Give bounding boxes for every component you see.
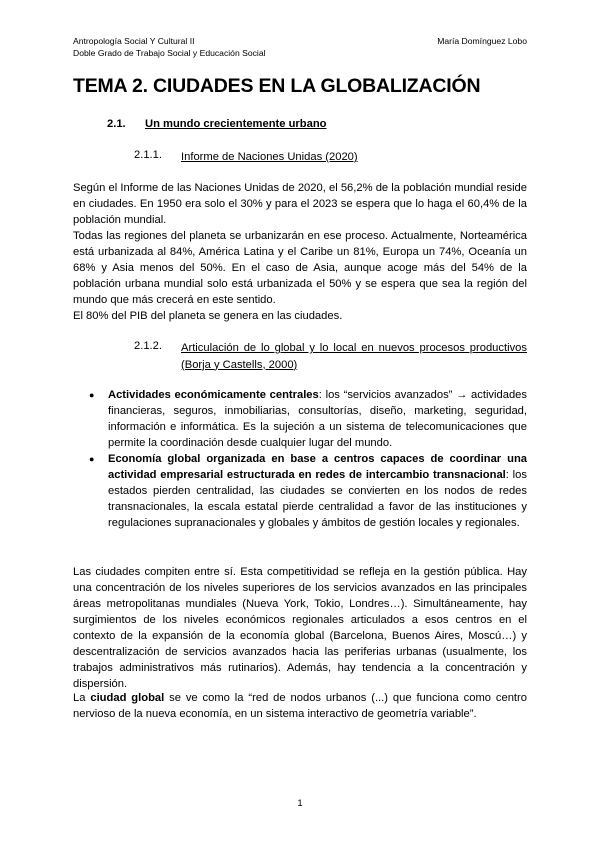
header-author: María Domínguez Lobo bbox=[437, 36, 527, 46]
list-item bbox=[73, 451, 527, 531]
bullet-list bbox=[73, 387, 527, 531]
bold-term: ciudad global bbox=[90, 692, 165, 704]
page-number: 1 bbox=[297, 798, 303, 809]
header-left bbox=[73, 35, 266, 59]
header-degree: Doble Grado de Trabajo Social y Educación Social bbox=[73, 48, 266, 58]
subsection-title: Articulación de lo global y lo local en nuevos procesos productivos (Borja y Castells, 2000) bbox=[181, 342, 527, 371]
paragraph-text: se ve como la “red de nodos urbanos (...) que funciona como centro nervioso de la nueva economía, en un sistema interactivo de geometría variable”. bbox=[73, 692, 527, 720]
section-number: 2.1. bbox=[107, 118, 126, 130]
paragraph-competition: Las ciudades compiten entre sí. Esta competitividad se refleja en la gestión pública. Hay una concentración de los niveles superiores de los servicios avanzados en las principales áreas metropolitanas mundiales (Nueva York, Tokio, Londres…). Simultáneamente, hay surgimientos de los niveles económicos regionales articulados a esos centros en el contexto de la expansión de la economía global (Barcelona, Buenos Aires, Moscú…) y descentralización de servicios avanzados hacia las periferias urbanas (usualmente, los trabajos administrativos más rutinarios). Además, hay tendencia a la concentración y dispersión. bbox=[73, 566, 527, 690]
paragraph-global-city bbox=[73, 690, 527, 722]
subsection-title: Informe de Naciones Unidas (2020) bbox=[181, 151, 358, 163]
bullet-term: Economía global organizada en base a centros capaces de coordinar una actividad empresarial estructurada en redes de intercambio transnacional bbox=[108, 453, 527, 481]
list-item bbox=[73, 387, 527, 451]
section-title: Un mundo crecientemente urbano bbox=[145, 118, 327, 130]
paragraph-regions: Todas las regiones del planeta se urbanizarán en ese proceso. Actualmente, Norteamérica está urbanizada al 84%, América Latina y el Caribe un 81%, Europa un 74%, Oceanía un 68% y Asia menos del 50%. En el caso de Asia, aunque acoge más del 54% de la población urbana mundial solo está urbanizada el 50% y se espera que sea la región del mundo que más crecerá en este sentido. bbox=[73, 230, 527, 306]
bullet-text: : los “servicios avanzados” → actividades financieras, seguros, inmobiliarias, consultorías, diseño, marketing, seguridad, información e informática. Es la sujeción a un sistema de telecomunicaciones que permite la coordinación desde cualquier lugar del mundo. bbox=[108, 389, 527, 449]
bullet-icon: ● bbox=[89, 390, 95, 400]
page-title: TEMA 2. CIUDADES EN LA GLOBALIZACIÓN bbox=[73, 75, 481, 97]
paragraph-gdp: El 80% del PIB del planeta se genera en las ciudades. bbox=[73, 310, 343, 322]
subsection-number: 2.1.1. bbox=[134, 149, 162, 161]
bullet-term: Actividades económicamente centrales bbox=[108, 389, 319, 401]
bullet-text: : los estados pierden centralidad, las ciudades se convierten en los nodos de redes transnacionales, la escala estatal pierde centralidad a favor de las instituciones y regulaciones supranacionales y globales y ámbitos de gestión locales y regionales. bbox=[108, 469, 527, 529]
paragraph-text: La bbox=[73, 692, 91, 704]
subsection-number: 2.1.2. bbox=[134, 340, 162, 352]
bullet-icon: ● bbox=[89, 454, 95, 464]
paragraph-un-report: Según el Informe de las Naciones Unidas de 2020, el 56,2% de la población mundial reside en ciudades. En 1950 era solo el 30% y para el 2023 se espera que lo haga el 60,4% de la población mundial. bbox=[73, 182, 527, 226]
section-heading-2-1 bbox=[107, 118, 327, 130]
header-course: Antropología Social Y Cultural II bbox=[73, 36, 195, 46]
